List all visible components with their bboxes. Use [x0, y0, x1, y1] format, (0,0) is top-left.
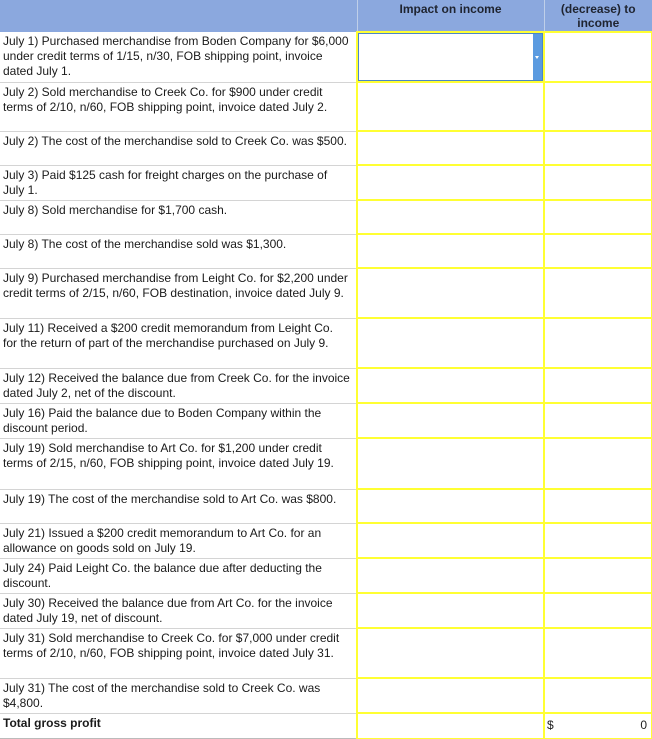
impact-select[interactable] — [357, 438, 544, 489]
amount-input[interactable] — [544, 678, 652, 713]
header-amount-line1: (decrease) to — [545, 2, 652, 16]
amount-input[interactable] — [544, 268, 652, 318]
header-impact-on-income: Impact on income — [357, 0, 544, 32]
impact-dropdown[interactable] — [358, 33, 543, 81]
impact-select[interactable] — [357, 523, 544, 558]
table-row — [0, 678, 652, 713]
total-value-cell — [544, 713, 652, 738]
amount-input[interactable] — [544, 368, 652, 403]
transaction-description: July 2) The cost of the merchandise sold to Creek Co. was $500. — [0, 131, 357, 165]
table-row — [0, 318, 652, 368]
impact-select[interactable] — [357, 131, 544, 165]
chevron-down-icon[interactable] — [533, 34, 542, 80]
transaction-description: July 24) Paid Leight Co. the balance due after deducting the discount. — [0, 558, 357, 593]
amount-input[interactable] — [544, 318, 652, 368]
table-row — [0, 523, 652, 558]
transaction-description: July 30) Received the balance due from Art Co. for the invoice dated July 19, net of discount. — [0, 593, 357, 628]
impact-select[interactable] — [357, 82, 544, 131]
total-value: 0 — [640, 718, 647, 732]
amount-input[interactable] — [544, 32, 652, 82]
table-row — [0, 131, 652, 165]
transaction-description: July 2) Sold merchandise to Creek Co. for $900 under credit terms of 2/10, n/60, FOB shipping point, invoice dated July 2. — [0, 82, 357, 131]
impact-select[interactable] — [357, 558, 544, 593]
table-row — [0, 489, 652, 523]
transaction-description: July 11) Received a $200 credit memorandum from Leight Co. for the return of part of the merchandise purchased on July 9. — [0, 318, 357, 368]
impact-select[interactable] — [357, 368, 544, 403]
amount-input[interactable] — [544, 523, 652, 558]
amount-input[interactable] — [544, 558, 652, 593]
transaction-description: July 8) Sold merchandise for $1,700 cash. — [0, 200, 357, 234]
amount-input[interactable] — [544, 234, 652, 268]
header-description — [0, 0, 357, 32]
table-row — [0, 438, 652, 489]
table-row — [0, 628, 652, 678]
table-row — [0, 403, 652, 438]
impact-select[interactable] — [357, 268, 544, 318]
table-row — [0, 200, 652, 234]
transaction-description: July 9) Purchased merchandise from Leight Co. for $2,200 under credit terms of 2/15, n/60, FOB destination, invoice dated July 9. — [0, 268, 357, 318]
transaction-description: July 16) Paid the balance due to Boden Company within the discount period. — [0, 403, 357, 438]
amount-input[interactable] — [544, 438, 652, 489]
transaction-description: July 21) Issued a $200 credit memorandum to Art Co. for an allowance on goods sold on July 19. — [0, 523, 357, 558]
transaction-description: July 19) The cost of the merchandise sold to Art Co. was $800. — [0, 489, 357, 523]
amount-input[interactable] — [544, 200, 652, 234]
transaction-description: July 31) The cost of the merchandise sold to Creek Co. was $4,800. — [0, 678, 357, 713]
table-row — [0, 268, 652, 318]
impact-select[interactable] — [357, 318, 544, 368]
table-row — [0, 234, 652, 268]
transaction-description: July 19) Sold merchandise to Art Co. for $1,200 under credit terms of 2/15, n/60, FOB shipping point, invoice dated July 19. — [0, 438, 357, 489]
amount-input[interactable] — [544, 403, 652, 438]
table-row — [0, 558, 652, 593]
amount-input[interactable] — [544, 82, 652, 131]
amount-input[interactable] — [544, 628, 652, 678]
table-row — [0, 82, 652, 131]
impact-select[interactable] — [357, 678, 544, 713]
transaction-description: July 3) Paid $125 cash for freight charges on the purchase of July 1. — [0, 165, 357, 200]
impact-select[interactable] — [357, 628, 544, 678]
amount-input[interactable] — [544, 489, 652, 523]
header-amount-line2: income — [545, 16, 652, 30]
transaction-description: July 8) The cost of the merchandise sold was $1,300. — [0, 234, 357, 268]
impact-select[interactable] — [357, 489, 544, 523]
amount-input[interactable] — [544, 131, 652, 165]
table-row — [0, 368, 652, 403]
total-impact-cell — [357, 713, 544, 738]
currency-symbol: $ — [547, 718, 554, 732]
impact-select[interactable] — [357, 200, 544, 234]
total-gross-profit-label: Total gross profit — [0, 713, 357, 738]
header-row — [0, 0, 652, 32]
table-row — [0, 593, 652, 628]
table-row — [0, 165, 652, 200]
total-row — [0, 713, 652, 738]
header-amount — [544, 0, 652, 32]
transaction-description: July 12) Received the balance due from Creek Co. for the invoice dated July 2, net of the discount. — [0, 368, 357, 403]
impact-select[interactable] — [357, 165, 544, 200]
impact-select[interactable] — [357, 234, 544, 268]
amount-input[interactable] — [544, 165, 652, 200]
amount-input[interactable] — [544, 593, 652, 628]
impact-select[interactable] — [357, 403, 544, 438]
impact-select[interactable] — [357, 593, 544, 628]
transaction-description: July 1) Purchased merchandise from Boden Company for $6,000 under credit terms of 1/15, n/30, FOB shipping point, invoice dated July 1. — [0, 32, 357, 82]
table-row — [0, 32, 652, 82]
impact-select[interactable] — [357, 32, 544, 82]
transaction-description: July 31) Sold merchandise to Creek Co. for $7,000 under credit terms of 2/10, n/60, FOB shipping point, invoice dated July 31. — [0, 628, 357, 678]
